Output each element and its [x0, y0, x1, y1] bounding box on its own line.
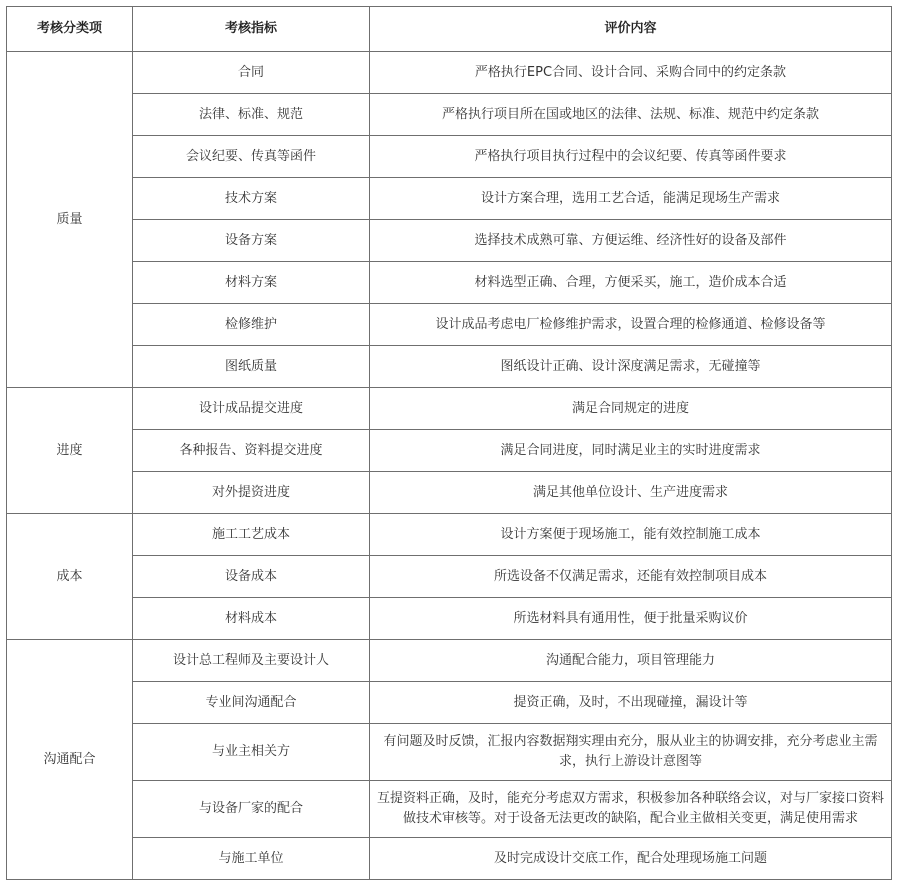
content-cell: 及时完成设计交底工作，配合处理现场施工问题 [370, 838, 892, 880]
indicator-cell: 对外提资进度 [133, 472, 370, 514]
content-cell: 有问题及时反馈，汇报内容数据翔实理由充分，服从业主的协调安排，充分考虑业主需求，执行上游设计意图等 [370, 724, 892, 781]
category-cell: 成本 [7, 514, 133, 640]
indicator-cell: 合同 [133, 52, 370, 94]
indicator-cell: 法律、标准、规范 [133, 94, 370, 136]
indicator-cell: 施工工艺成本 [133, 514, 370, 556]
content-cell: 严格执行EPC合同、设计合同、采购合同中的约定条款 [370, 52, 892, 94]
indicator-cell: 专业间沟通配合 [133, 682, 370, 724]
indicator-cell: 材料方案 [133, 262, 370, 304]
evaluation-table [6, 6, 892, 880]
indicator-cell: 会议纪要、传真等函件 [133, 136, 370, 178]
content-cell: 设计方案便于现场施工，能有效控制施工成本 [370, 514, 892, 556]
indicator-cell: 与施工单位 [133, 838, 370, 880]
table-row [7, 304, 892, 346]
table-row [7, 52, 892, 94]
content-cell: 设计成品考虑电厂检修维护需求，设置合理的检修通道、检修设备等 [370, 304, 892, 346]
table-row [7, 388, 892, 430]
content-cell: 选择技术成熟可靠、方便运维、经济性好的设备及部件 [370, 220, 892, 262]
content-cell: 沟通配合能力，项目管理能力 [370, 640, 892, 682]
table-row [7, 178, 892, 220]
content-cell: 所选材料具有通用性，便于批量采购议价 [370, 598, 892, 640]
indicator-cell: 设计成品提交进度 [133, 388, 370, 430]
content-cell: 提资正确，及时，不出现碰撞，漏设计等 [370, 682, 892, 724]
indicator-cell: 设备方案 [133, 220, 370, 262]
table-row [7, 472, 892, 514]
table-row [7, 724, 892, 781]
table-row [7, 346, 892, 388]
content-cell: 满足其他单位设计、生产进度需求 [370, 472, 892, 514]
table-row [7, 556, 892, 598]
content-cell: 设计方案合理，选用工艺合适，能满足现场生产需求 [370, 178, 892, 220]
indicator-cell: 检修维护 [133, 304, 370, 346]
table-row [7, 220, 892, 262]
content-cell: 严格执行项目执行过程中的会议纪要、传真等函件要求 [370, 136, 892, 178]
table-row [7, 838, 892, 880]
indicator-cell: 图纸质量 [133, 346, 370, 388]
content-cell: 严格执行项目所在国或地区的法律、法规、标准、规范中约定条款 [370, 94, 892, 136]
content-cell: 所选设备不仅满足需求，还能有效控制项目成本 [370, 556, 892, 598]
header-category: 考核分类项 [7, 7, 133, 52]
content-cell: 互提资料正确，及时，能充分考虑双方需求，积极参加各种联络会议，对与厂家接口资料做技术审核等。对于设备无法更改的缺陷，配合业主做相关变更，满足使用需求 [370, 781, 892, 838]
table-row [7, 94, 892, 136]
table-row [7, 640, 892, 682]
content-cell: 满足合同规定的进度 [370, 388, 892, 430]
table-row [7, 514, 892, 556]
content-cell: 材料选型正确、合理，方便采买，施工，造价成本合适 [370, 262, 892, 304]
indicator-cell: 与设备厂家的配合 [133, 781, 370, 838]
table-row [7, 262, 892, 304]
header-content: 评价内容 [370, 7, 892, 52]
indicator-cell: 设备成本 [133, 556, 370, 598]
indicator-cell: 技术方案 [133, 178, 370, 220]
indicator-cell: 设计总工程师及主要设计人 [133, 640, 370, 682]
indicator-cell: 各种报告、资料提交进度 [133, 430, 370, 472]
header-row [7, 7, 892, 52]
indicator-cell: 与业主相关方 [133, 724, 370, 781]
table-row [7, 430, 892, 472]
table-row [7, 136, 892, 178]
category-cell: 质量 [7, 52, 133, 388]
category-cell: 沟通配合 [7, 640, 133, 880]
table-row [7, 682, 892, 724]
category-cell: 进度 [7, 388, 133, 514]
content-cell: 满足合同进度，同时满足业主的实时进度需求 [370, 430, 892, 472]
table-row [7, 781, 892, 838]
indicator-cell: 材料成本 [133, 598, 370, 640]
content-cell: 图纸设计正确、设计深度满足需求，无碰撞等 [370, 346, 892, 388]
table-row [7, 598, 892, 640]
header-indicator: 考核指标 [133, 7, 370, 52]
